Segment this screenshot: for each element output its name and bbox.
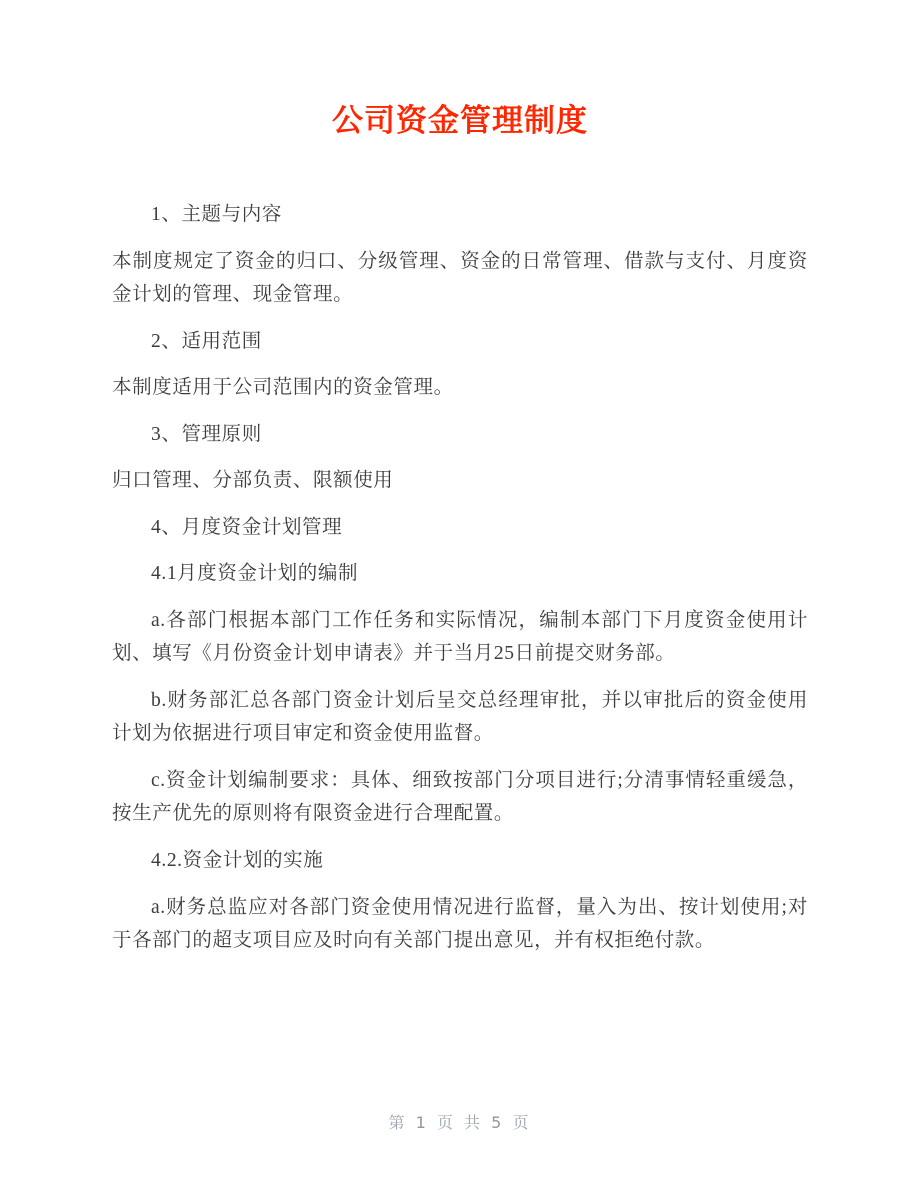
page-title: 公司资金管理制度: [332, 103, 588, 139]
paragraph: a.各部门根据本部门工作任务和实际情况，编制本部门下月度资金使用计划、填写《月份资金计划申请表》并于当月25日前提交财务部。: [112, 609, 808, 665]
paragraph: 本制度规定了资金的归口、分级管理、资金的日常管理、借款与支付、月度资金计划的管理、现金管理。: [112, 250, 808, 306]
footer-total-label: 共: [464, 1113, 484, 1132]
footer-total-pages: 5: [491, 1113, 505, 1132]
footer-prefix: 第: [388, 1113, 408, 1132]
footer-suffix: 页: [512, 1113, 532, 1132]
paragraph: 4.2.资金计划的实施: [151, 849, 324, 871]
paragraph: 3、管理原则: [151, 423, 262, 445]
paragraph: 4、月度资金计划管理: [151, 516, 343, 538]
document-body: [112, 198, 808, 958]
paragraph: 4.1月度资金计划的编制: [151, 563, 359, 585]
paragraph: 本制度适用于公司范围内的资金管理。: [112, 377, 454, 399]
paragraph: b.财务部汇总各部门资金计划后呈交总经理审批，并以审批后的资金使用计划为依据进行项目审定和资金使用监督。: [112, 689, 808, 745]
paragraph: 2、适用范围: [151, 330, 262, 352]
footer-middle: 页: [436, 1113, 456, 1132]
paragraph: 归口管理、分部负责、限额使用: [112, 470, 394, 492]
paragraph: c.资金计划编制要求：具体、细致按部门分项目进行;分清事情轻重缓急，按生产优先的原则将有限资金进行合理配置。: [112, 769, 808, 825]
footer-current-page: 1: [415, 1113, 429, 1132]
paragraph: a.财务总监应对各部门资金使用情况进行监督，量入为出、按计划使用;对于各部门的超支项目应及时向有关部门提出意见，并有权拒绝付款。: [112, 896, 808, 952]
page-footer: [0, 1110, 920, 1133]
paragraph: 1、主题与内容: [151, 204, 282, 225]
